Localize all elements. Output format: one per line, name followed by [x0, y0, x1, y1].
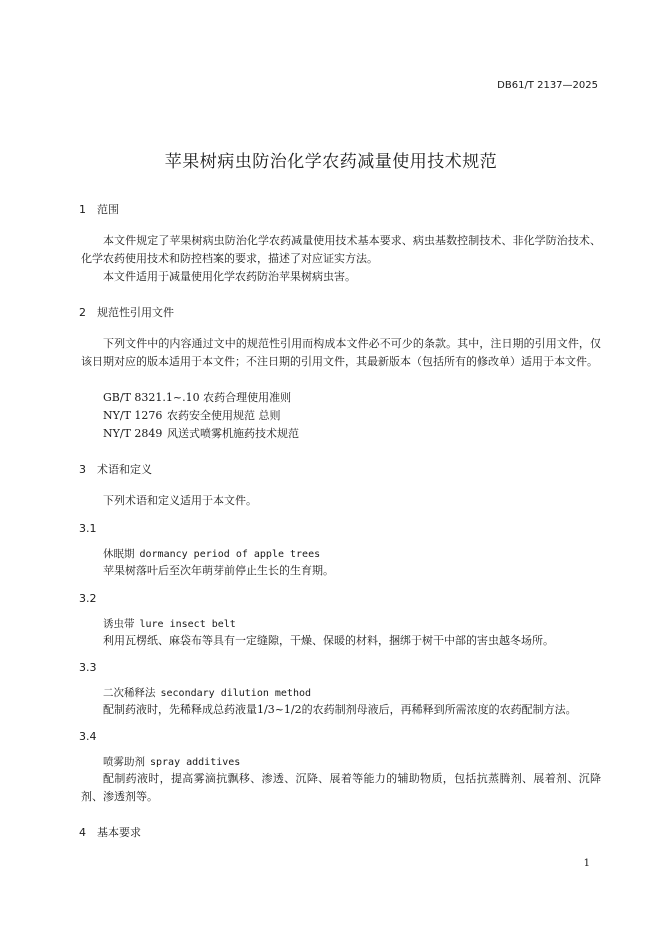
- reference-code: NY/T 1276: [103, 409, 163, 422]
- term-zh: 休眠期: [103, 548, 135, 560]
- term-en: lure insect belt: [139, 619, 236, 630]
- section-3-intro: 下列术语和定义适用于本文件。: [103, 494, 257, 507]
- term-definition: 苹果树落叶后至次年萌芽前停止生长的生育期。: [103, 564, 334, 577]
- reference-item: [103, 407, 281, 425]
- section-4-title: 基本要求: [97, 826, 141, 839]
- section-1-heading: [79, 201, 119, 217]
- term-definition: 配制药液时，先稀释成总药液量1/3~1/2的农药制剂母液后，再稀释到所需浓度的农药配制方法。: [103, 703, 577, 716]
- term-heading: [103, 754, 240, 769]
- term-en: dormancy period of apple trees: [139, 549, 321, 560]
- section-3-heading: [79, 461, 152, 477]
- reference-item: [103, 425, 299, 443]
- term-heading: [103, 616, 236, 631]
- reference-title: 农药合理使用准则: [203, 391, 292, 404]
- section-2-number: 2: [79, 306, 86, 319]
- page-number: 1: [583, 858, 590, 869]
- term-definition: 利用瓦楞纸、麻袋布等具有一定缝隙，干燥、保暖的材料，捆绑于树干中部的害虫越冬场所。: [103, 634, 554, 647]
- reference-code: NY/T 2849: [103, 427, 163, 440]
- section-3-number: 3: [79, 463, 86, 476]
- term-zh: 喷雾助剂: [103, 756, 145, 768]
- term-zh: 二次稀释法: [103, 687, 156, 699]
- reference-title: 农药安全使用规范 总则: [167, 409, 281, 422]
- term-number: 3.4: [79, 730, 97, 743]
- section-1-paragraph-2: 本文件适用于减量使用化学农药防治苹果树病虫害。: [103, 270, 356, 283]
- term-zh: 诱虫带: [103, 618, 135, 630]
- section-4-heading: [79, 824, 141, 840]
- section-2-heading: [79, 304, 174, 320]
- document-code: DB61/T 2137—2025: [497, 80, 598, 91]
- term-definition: 配制药液时，提高雾滴抗飘移、渗透、沉降、展着等能力的辅助物质，包括抗蒸腾剂、展着剂、沉降剂、渗透剂等。: [81, 772, 601, 803]
- term-en: secondary dilution method: [160, 688, 312, 699]
- page-title: 苹果树病虫防治化学农药减量使用技术规范: [164, 152, 498, 172]
- term-number: 3.2: [79, 592, 97, 605]
- reference-item: [103, 389, 291, 407]
- section-2-paragraph-1: 下列文件中的内容通过文中的规范性引用而构成本文件必不可少的条款。其中，注日期的引用文件，仅该日期对应的版本适用于本文件；不注日期的引用文件，其最新版本（包括所有的修改单）适用于本文件。: [81, 337, 601, 368]
- term-en: spray additives: [150, 757, 241, 768]
- section-1-paragraph-1: 本文件规定了苹果树病虫防治化学农药减量使用技术基本要求、病虫基数控制技术、非化学防治技术、化学农药使用技术和防控档案的要求，描述了对应证实方法。: [81, 234, 601, 265]
- section-2-title: 规范性引用文件: [97, 306, 174, 319]
- term-heading: [103, 685, 311, 700]
- section-4-number: 4: [79, 826, 86, 839]
- section-1-title: 范围: [97, 203, 119, 216]
- term-number: 3.3: [79, 661, 97, 674]
- section-1-number: 1: [79, 203, 86, 216]
- term-number: 3.1: [79, 522, 97, 535]
- section-3-title: 术语和定义: [97, 463, 152, 476]
- reference-code: GB/T 8321.1~.10: [103, 391, 200, 404]
- term-heading: [103, 546, 320, 561]
- reference-title: 风送式喷雾机施药技术规范: [167, 427, 299, 440]
